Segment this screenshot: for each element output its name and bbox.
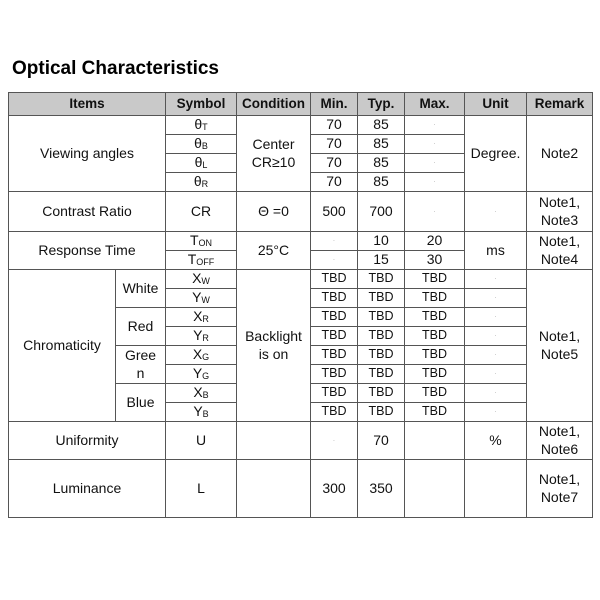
- table-row: [9, 116, 593, 135]
- unit-cell: [465, 460, 527, 518]
- typ-cell: TBD: [358, 270, 405, 289]
- symbol-cell: $X_G$: [166, 346, 237, 365]
- min-cell: TBD: [311, 270, 358, 289]
- page-title: Optical Characteristics: [12, 58, 219, 79]
- header-max: Max.: [405, 93, 465, 116]
- max-cell: TBD: [405, 346, 465, 365]
- unit-cell: .: [465, 365, 527, 384]
- max-cell: .: [405, 154, 465, 173]
- typ-cell: 85: [358, 116, 405, 135]
- symbol-cell: $\theta_B$: [166, 135, 237, 154]
- response-time-remark: Note1, Note4: [527, 232, 593, 270]
- viewing-angles-condition: Center CR≥10: [237, 116, 311, 192]
- min-cell: 70: [311, 116, 358, 135]
- viewing-angles-item: Viewing angles: [9, 116, 166, 192]
- unit-cell: .: [465, 346, 527, 365]
- min-cell: 70: [311, 154, 358, 173]
- typ-cell: TBD: [358, 308, 405, 327]
- remark-cell: Note1, Note6: [527, 422, 593, 460]
- symbol-cell: $X_R$: [166, 308, 237, 327]
- max-cell: TBD: [405, 365, 465, 384]
- min-cell: 70: [311, 135, 358, 154]
- symbol-cell: $Y_G$: [166, 365, 237, 384]
- max-cell: TBD: [405, 327, 465, 346]
- viewing-angles-unit: Degree.: [465, 116, 527, 192]
- condition-cell: [237, 460, 311, 518]
- unit-cell: .: [465, 270, 527, 289]
- max-cell: [405, 422, 465, 460]
- condition-cell: [237, 422, 311, 460]
- typ-cell: TBD: [358, 327, 405, 346]
- max-cell: .: [405, 116, 465, 135]
- remark-cell: Note1, Note7: [527, 460, 593, 518]
- color-label-white: White: [116, 270, 166, 308]
- header-remark: Remark: [527, 93, 593, 116]
- symbol-cell: CR: [166, 192, 237, 232]
- typ-cell: 350: [358, 460, 405, 518]
- response-time-unit: ms: [465, 232, 527, 270]
- max-cell: TBD: [405, 403, 465, 422]
- typ-cell: TBD: [358, 403, 405, 422]
- max-cell: TBD: [405, 308, 465, 327]
- unit-cell: .: [465, 384, 527, 403]
- min-cell: 300: [311, 460, 358, 518]
- header-min: Min.: [311, 93, 358, 116]
- symbol-cell: $\theta_T$: [166, 116, 237, 135]
- contrast-ratio-item: Contrast Ratio: [9, 192, 166, 232]
- symbol-cell: $\theta_L$: [166, 154, 237, 173]
- min-cell: TBD: [311, 403, 358, 422]
- max-cell: .: [405, 173, 465, 192]
- max-cell: 20: [405, 232, 465, 251]
- luminance-item: Luminance: [9, 460, 166, 518]
- table-row: [9, 422, 593, 460]
- max-cell: TBD: [405, 384, 465, 403]
- symbol-cell: L: [166, 460, 237, 518]
- max-cell: .: [405, 135, 465, 154]
- min-cell: TBD: [311, 346, 358, 365]
- table-row: [9, 460, 593, 518]
- header-typ: Typ.: [358, 93, 405, 116]
- typ-cell: TBD: [358, 384, 405, 403]
- min-cell: TBD: [311, 289, 358, 308]
- optical-characteristics-table: [8, 92, 593, 518]
- min-cell: 500: [311, 192, 358, 232]
- min-cell: TBD: [311, 365, 358, 384]
- symbol-cell: $X_W$: [166, 270, 237, 289]
- max-cell: TBD: [405, 270, 465, 289]
- uniformity-item: Uniformity: [9, 422, 166, 460]
- response-time-item: Response Time: [9, 232, 166, 270]
- max-cell: .: [405, 192, 465, 232]
- response-time-condition: 25°C: [237, 232, 311, 270]
- table-row: [9, 270, 593, 289]
- unit-cell: .: [465, 289, 527, 308]
- symbol-cell: $\theta_R$: [166, 173, 237, 192]
- symbol-cell: U: [166, 422, 237, 460]
- header-items: Items: [9, 93, 166, 116]
- symbol-cell: $X_B$: [166, 384, 237, 403]
- typ-cell: 85: [358, 135, 405, 154]
- header-unit: Unit: [465, 93, 527, 116]
- color-label-red: Red: [116, 308, 166, 346]
- symbol-cell: $Y_B$: [166, 403, 237, 422]
- remark-cell: Note1, Note3: [527, 192, 593, 232]
- min-cell: .: [311, 251, 358, 270]
- max-cell: TBD: [405, 289, 465, 308]
- max-cell: [405, 460, 465, 518]
- chromaticity-condition: Backlight is on: [237, 270, 311, 422]
- symbol-cell: $T_{ON}$: [166, 232, 237, 251]
- min-cell: TBD: [311, 384, 358, 403]
- min-cell: TBD: [311, 327, 358, 346]
- table-row: [9, 192, 593, 232]
- typ-cell: 85: [358, 173, 405, 192]
- typ-cell: TBD: [358, 346, 405, 365]
- symbol-cell: $T_{OFF}$: [166, 251, 237, 270]
- condition-cell: Θ =0: [237, 192, 311, 232]
- header-symbol: Symbol: [166, 93, 237, 116]
- min-cell: TBD: [311, 308, 358, 327]
- min-cell: .: [311, 232, 358, 251]
- chromaticity-item: Chromaticity: [9, 270, 116, 422]
- unit-cell: .: [465, 308, 527, 327]
- symbol-cell: $Y_R$: [166, 327, 237, 346]
- viewing-angles-remark: Note2: [527, 116, 593, 192]
- unit-cell: .: [465, 403, 527, 422]
- typ-cell: 15: [358, 251, 405, 270]
- typ-cell: 10: [358, 232, 405, 251]
- header-row: [9, 93, 593, 116]
- typ-cell: 85: [358, 154, 405, 173]
- typ-cell: TBD: [358, 289, 405, 308]
- color-label-blue: Blue: [116, 384, 166, 422]
- header-condition: Condition: [237, 93, 311, 116]
- color-label-green: Gree n: [116, 346, 166, 384]
- table-row: [9, 232, 593, 251]
- chromaticity-remark: Note1, Note5: [527, 270, 593, 422]
- min-cell: 70: [311, 173, 358, 192]
- unit-cell: .: [465, 192, 527, 232]
- min-cell: .: [311, 422, 358, 460]
- typ-cell: 70: [358, 422, 405, 460]
- max-cell: 30: [405, 251, 465, 270]
- unit-cell: .: [465, 327, 527, 346]
- symbol-cell: $Y_W$: [166, 289, 237, 308]
- typ-cell: 700: [358, 192, 405, 232]
- typ-cell: TBD: [358, 365, 405, 384]
- unit-cell: %: [465, 422, 527, 460]
